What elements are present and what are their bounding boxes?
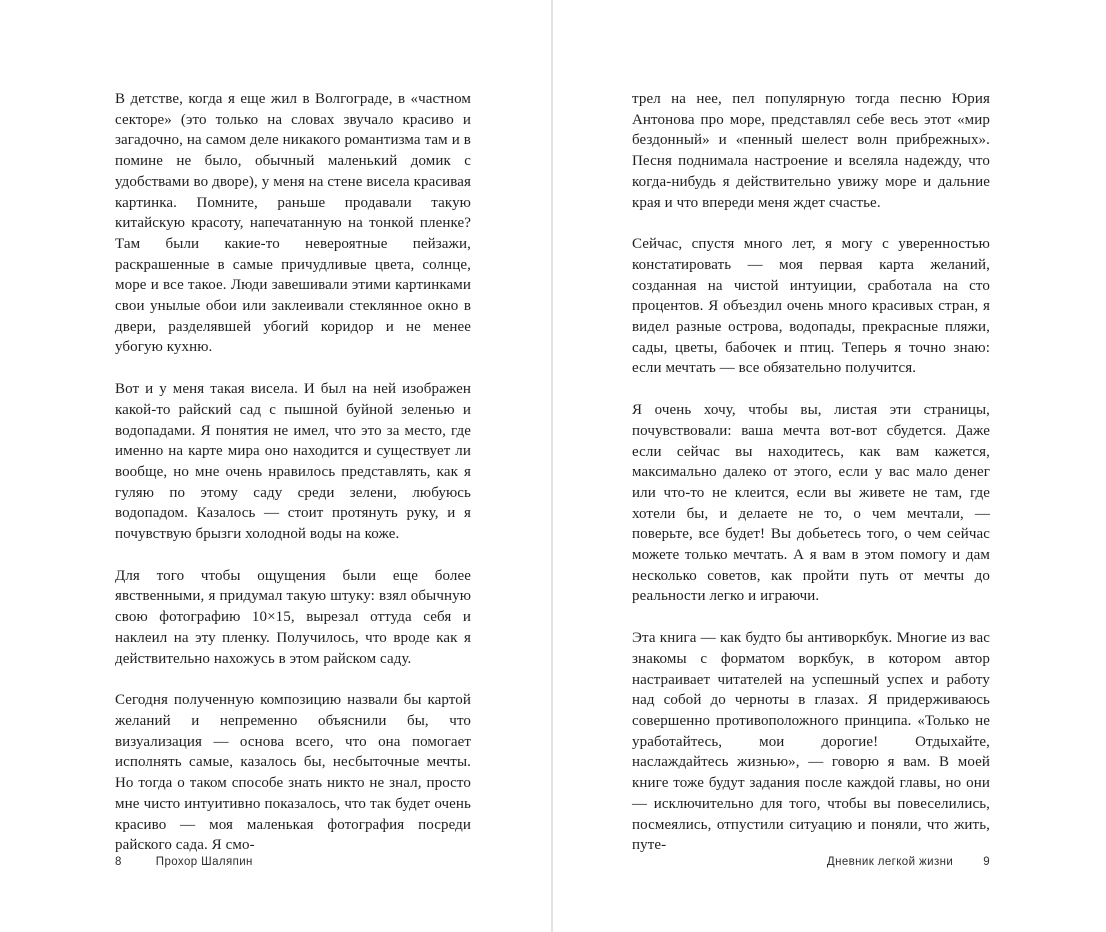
paragraph: Я очень хочу, чтобы вы, листая эти страницы, почувствовали: ваша мечта вот-вот сбудется. Даже если сейчас вы находитесь, как вам кажется, максимально далеко от этого, если у вас мало денег или что-то не клеится, если вы живете не там, где хотели бы, и делаете не то, о чем мечтали, — поверьте, все будет! Вы добьетесь того, о чем сейчас можете только мечтать. А я вам в этом помогу и дам несколько советов, как пройти путь от мечты до реальности легко и играючи. xyxy=(632,402,990,605)
running-title-book: Дневник легкой жизни xyxy=(826,856,954,868)
paragraph: Эта книга — как будто бы антиворкбук. Многие из вас знакомы с форматом воркбук, в котором автор настраивает читателей на успешный успех и работу над собой до черноты в глазах. Я придерживаюсь совершенно противоположного принципа. «Только не уработайтесь, мои дорогие! Отдыхайте, наслаждайтесь жизнью», — говорю я вам. В моей книге тоже будут задания после каждой главы, но они — исключительно для того, чтобы вы повеселились, посмеялись, отпустили ситуацию и поняли, что жить, путе- xyxy=(632,630,990,854)
paragraph: Для того чтобы ощущения были еще более явственными, я придумал такую штуку: взял обычную свою фотографию 10×15, вырезал оттуда себя и наклеил на эту пленку. Получилось, что вроде как я действительно нахожусь в этом райском саду. xyxy=(115,567,471,667)
paragraph: трел на нее, пел популярную тогда песню Юрия Антонова про море, представлял себе весь этот «мир бездонный» и «пенный шелест волн прибрежных». Песня поднимала настроение и вселяла надежду, что когда-нибудь я действительно увижу море и дальние края и что впереди меня ждет счастье. xyxy=(632,91,990,211)
page-right-text xyxy=(632,89,990,877)
page-right xyxy=(632,0,990,932)
paragraph: Сейчас, спустя много лет, я могу с уверенностью констатировать — моя первая карта желаний, созданная на чистой интуиции, сработала на сто процентов. Я объездил очень много красивых стран, я видел разные острова, водопады, прекрасные пляжи, сады, цветы, бабочек и птиц. Теперь я точно знаю: если мечтать — все обязательно получится. xyxy=(632,236,990,377)
paragraph: Вот и у меня такая висела. И был на ней изображен какой-то райский сад с пышной буйной зеленью и водопадами. Я понятия не имел, что это за место, где именно на карте мира оно находится и существует ли вообще, но мне очень нравилось представлять, как я гуляю по этому саду среди зелени, любуюсь водопадом. Казалось — стоит протянуть руку, и я почувствую брызги холодной воды на коже. xyxy=(115,381,471,543)
paragraph: В детстве, когда я еще жил в Волгограде, в «частном секторе» (это только на словах звучало красиво и загадочно, на самом деле никакого романтизма там и в помине не было, обычный маленький домик с удобствами во дворе), у меня на стене висела красивая картинка. Помните, раньше продавали такую китайскую красоту, напечатанную на тонкой пленке? Там были какие-то невероятные пейзажи, раскрашенные в самые причудливые цвета, солнце, море и все такое. Люди завешивали этими картинками свои унылые обои или заклеивали стеклянное окно в двери, разделявшей убогий коридор и не менее убогую кухню. xyxy=(115,91,471,356)
page-left xyxy=(115,0,471,932)
page-number-left: 8 xyxy=(115,856,122,868)
page-right-footer xyxy=(632,856,990,868)
running-title-author: Прохор Шаляпин xyxy=(155,856,253,868)
page-left-text xyxy=(115,89,471,877)
page-divider xyxy=(551,0,553,932)
paragraph: Сегодня полученную композицию назвали бы картой желаний и непременно объяснили бы, что визуализация — основа всего, что она помогает исполнять самые, казалось бы, несбыточные мечты. Но тогда о таком способе знать никто не знал, просто мне чисто интуитивно показалось, что так будет очень красиво — моя маленькая фотография посреди райского сада. Я смо- xyxy=(115,692,471,854)
page-left-footer xyxy=(115,856,471,868)
page-number-right: 9 xyxy=(983,856,990,868)
